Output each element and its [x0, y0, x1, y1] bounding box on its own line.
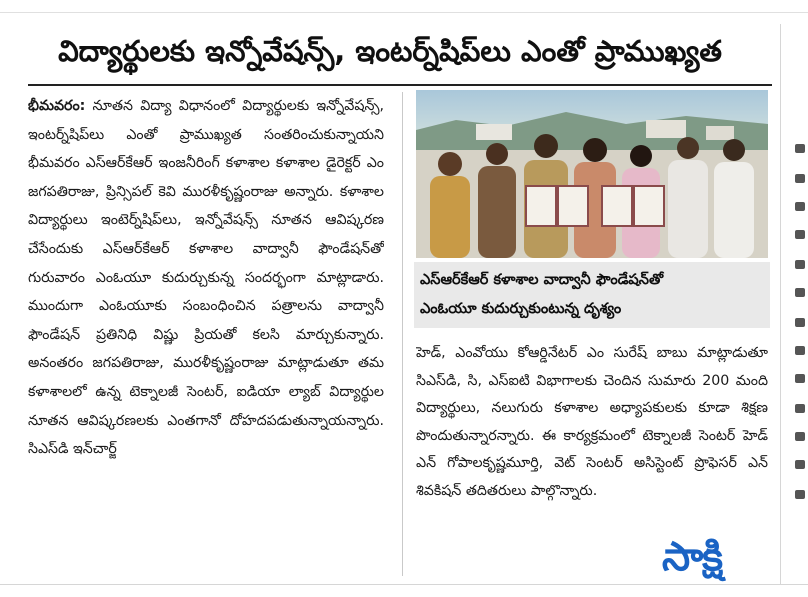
news-photo	[416, 90, 768, 258]
edge-text-fragment	[795, 260, 805, 269]
edge-text-fragment	[795, 202, 805, 211]
edge-text-fragment	[795, 432, 805, 441]
edge-text-fragment	[795, 460, 805, 469]
caption-line-1: ఎస్ఆర్‌కేఆర్ కళాశాల వాద్వానీ ఫౌండేషన్‌తో	[420, 272, 664, 288]
edge-text-fragment	[795, 490, 805, 499]
edge-text-fragment	[795, 374, 805, 383]
photo-caption	[414, 262, 770, 328]
column-divider	[402, 92, 403, 576]
edge-text-fragment	[795, 404, 805, 413]
edge-text-fragment	[795, 288, 805, 297]
dateline: భీమవరం:	[28, 98, 86, 114]
headline-rule	[28, 84, 772, 86]
group-photo-icon	[416, 90, 768, 258]
article-body-left-column	[28, 92, 384, 577]
edge-text-fragment	[795, 144, 805, 153]
edge-text-fragment	[795, 174, 805, 183]
edge-text-fragment	[795, 318, 805, 327]
sakshi-logo: సాక్షి	[661, 534, 723, 580]
edge-text-fragment	[795, 230, 805, 239]
article-headline: విద్యార్థులకు ఇన్నోవేషన్స్, ఇంటర్న్‌షిప్‌లు ఎంతో ప్రాముఖ్యత	[58, 34, 722, 68]
edge-text-fragment	[795, 346, 805, 355]
body-text-right: హెడ్, ఎంవోయు కోఆర్డినేటర్ ఎం సురేష్ బాబు మాట్లాడుతూ సిఎస్‌డి, సి, ఎస్ఐటి విభాగాలకు చెందిన సుమారు 200 మంది విద్యార్థులు, నలుగురు కళాశాల అధ్యాపకులకు కూడా శిక్షణ పొందుతున్నారన్నారు. ఈ కార్యక్రమంలో టెక్నాలజీ సెంటర్ హెడ్ ఎన్ గోపాలకృష్ణమూర్తి, వెట్ సెంటర్ అసిస్టెంట్ ప్రొఫెసర్ ఎన్ శివకిషన్ తదితరులు పాల్గొన్నారు.	[416, 345, 768, 499]
caption-line-2: ఎంఓయూ కుదుర్చుకుంటున్న దృశ్యం	[420, 301, 622, 317]
top-edge-strip	[0, 0, 808, 13]
adjacent-article-edge	[780, 24, 808, 584]
body-text-left: నూతన విద్యా విధానంలో విద్యార్థులకు ఇన్నోవేషన్స్, ఇంటర్న్‌షిప్‌లు ఎంతో ప్రాముఖ్యత సంతరించుకున్నాయని భీమవరం ఎస్ఆర్‌కేఆర్ ఇంజనీరింగ్ కళాశాల కళాశాల డైరెక్టర్ ఎం జగపతిరాజు, ప్రిన్సిపల్ కెవి మురళీకృష్ణంరాజు అన్నారు. కళాశాల విద్యార్థులు ఇంటెర్న్‌షిప్‌లు, ఇన్నోవేషన్స్ నూతన ఆవిష్కరణ చేసేందుకు ఎస్ఆర్‌కేఆర్ కళాశాల వాద్వానీ ఫౌండేషన్‌తో గురువారం ఎంఓయూ కుదుర్చుకున్న సందర్భంగా మాట్లాడారు. ముందుగా ఎంఓయూకు సంబంధించిన పత్రాలను వాద్వానీ ఫౌండేషన్ ప్రతినిధి విష్ణు ప్రియతో కలసి మార్చుకున్నారు. అనంతరం జగపతిరాజు, మురళీకృష్ణంరాజు మాట్లాడుతూ తమ కళాశాలలో ఉన్న టెక్నాలజీ సెంటర్, ఐడియా ల్యాబ్ విద్యార్థుల నూతన ఆవిష్కరణలకు ఎంతగానో దోహదపడుతున్నాయన్నారు. సిఎస్‌డి ఇన్‌చార్జ్	[28, 98, 384, 458]
bottom-edge-strip	[0, 584, 808, 597]
